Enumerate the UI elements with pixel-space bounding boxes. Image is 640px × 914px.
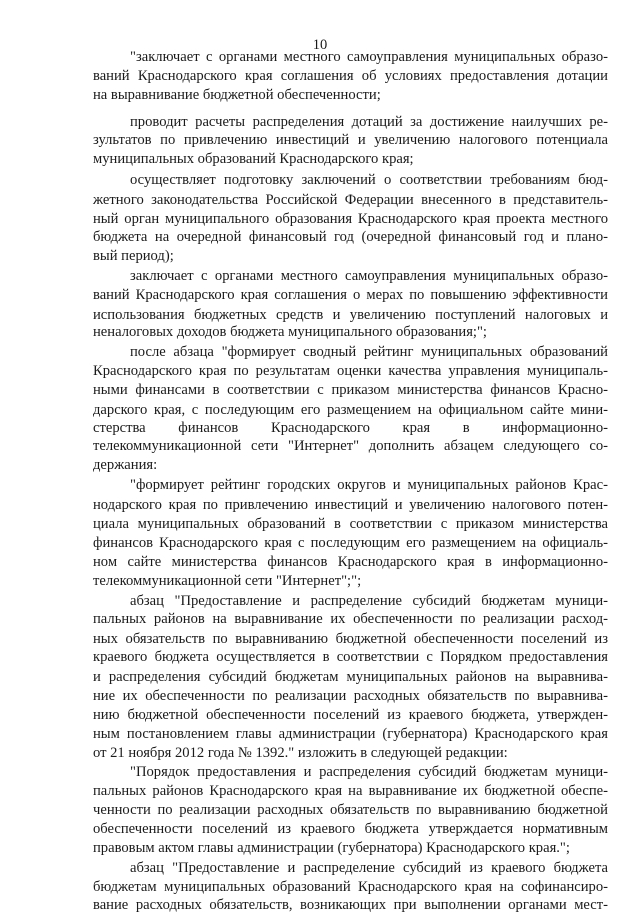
text-line: финансов Краснодарского края с последующим его размещением на официаль-	[93, 535, 608, 551]
text-line: ными финансами в соответствии с приказом министерства финансов Красно-	[93, 382, 608, 398]
text-line: абзац "Предоставление и распределение субсидий из краевого бюджета	[130, 860, 608, 876]
text-line: бюджета на очередной финансовый год (очередной финансовый год и плано-	[93, 229, 608, 245]
text-line: "Порядок предоставления и распределения субсидий бюджетам муници-	[130, 764, 608, 780]
text-line: "формирует рейтинг городских округов и муниципальных районов Крас-	[130, 477, 608, 493]
text-line: держания:	[93, 457, 158, 473]
text-line: стерства финансов Краснодарского края в информационно-	[93, 420, 608, 436]
text-line: нодарского края по привлечению инвестиций и увеличению налогового потен-	[93, 497, 608, 513]
text-line: телекоммуникационной сети "Интернет";";	[93, 573, 362, 589]
text-line: и распределения субсидий бюджетам муниципальных районов на выравнива-	[93, 669, 608, 685]
text-line: правовым актом главы администрации (губернатора) Краснодарского края.";	[93, 840, 570, 856]
text-line: неналоговых доходов бюджета муниципального образования;";	[93, 324, 487, 340]
text-line: использования бюджетных средств и увеличению поступлений налоговых и	[93, 307, 608, 323]
text-line: жетного законодательства Российской Федерации внесенного в представитель-	[93, 192, 608, 208]
text-line: телекоммуникационной сети "Интернет" дополнить абзацем следующего со-	[93, 438, 608, 454]
text-line: "заключает с органами местного самоуправления муниципальных образо-	[130, 49, 608, 65]
text-line: дарского края, с последующим его размещением на официальном сайте мини-	[93, 402, 608, 418]
text-line: зультатов по привлечению инвестиций и увеличению налогового потенциала	[93, 132, 608, 148]
text-line: ных обязательств по выравниванию бюджетной обеспеченности поселений из	[93, 631, 608, 647]
text-line: ваний Краснодарского края соглашения о мерах по повышению эффективности	[93, 287, 608, 303]
text-line: пальных районов Краснодарского края на выравнивание их бюджетной обеспе-	[93, 783, 608, 799]
text-line: краевого бюджета осуществляется в соответствии с Порядком предоставления	[93, 649, 608, 665]
text-line: ние их обеспеченности по реализации расходных обязательств по выравнива-	[93, 688, 608, 704]
text-line: после абзаца "формирует сводный рейтинг муниципальных образований	[130, 344, 608, 360]
text-line: на выравнивание бюджетной обеспеченности;	[93, 87, 381, 103]
text-line: обеспеченности поселений из краевого бюджета утверждается нормативным	[93, 821, 608, 837]
text-line: ным постановлением главы администрации (губернатора) Краснодарского края	[93, 726, 608, 742]
text-line: циала муниципальных образований в соответствии с приказом министерства	[93, 516, 608, 532]
text-line: проводит расчеты распределения дотаций за достижение наилучших ре-	[130, 114, 608, 130]
text-line: муниципальных образований Краснодарского края;	[93, 151, 414, 167]
text-line: ваний Краснодарского края соглашения об условиях предоставления дотации	[93, 68, 608, 84]
page-number: 10	[312, 37, 328, 53]
text-line: от 21 ноября 2012 года № 1392." изложить в следующей редакции:	[93, 745, 508, 761]
text-line: Краснодарского края по результатам оценки качества управления муниципаль-	[93, 363, 608, 379]
text-line: абзац "Предоставление и распределение субсидий бюджетам муници-	[130, 593, 608, 609]
text-line: ченности по реализации расходных обязательств по выравниванию бюджетной	[93, 802, 608, 818]
text-line: ный орган муниципального образования Краснодарского края проекта местного	[93, 211, 608, 227]
text-line: вание расходных обязательств, возникающих при выполнении органами мест-	[93, 897, 608, 913]
text-line: осуществляет подготовку заключений о соответствии требованиям бюд-	[130, 172, 608, 188]
text-line: нию бюджетной обеспеченности поселений из краевого бюджета, утвержден-	[93, 707, 608, 723]
text-line: бюджетам муниципальных образований Краснодарского края на софинансиро-	[93, 879, 608, 895]
text-line: заключает с органами местного самоуправления муниципальных образо-	[130, 268, 608, 284]
text-line: вый период);	[93, 248, 174, 264]
text-line: ном сайте министерства финансов Краснодарского края в информационно-	[93, 554, 608, 570]
text-line: пальных районов на выравнивание их обеспеченности по реализации расход-	[93, 611, 608, 627]
